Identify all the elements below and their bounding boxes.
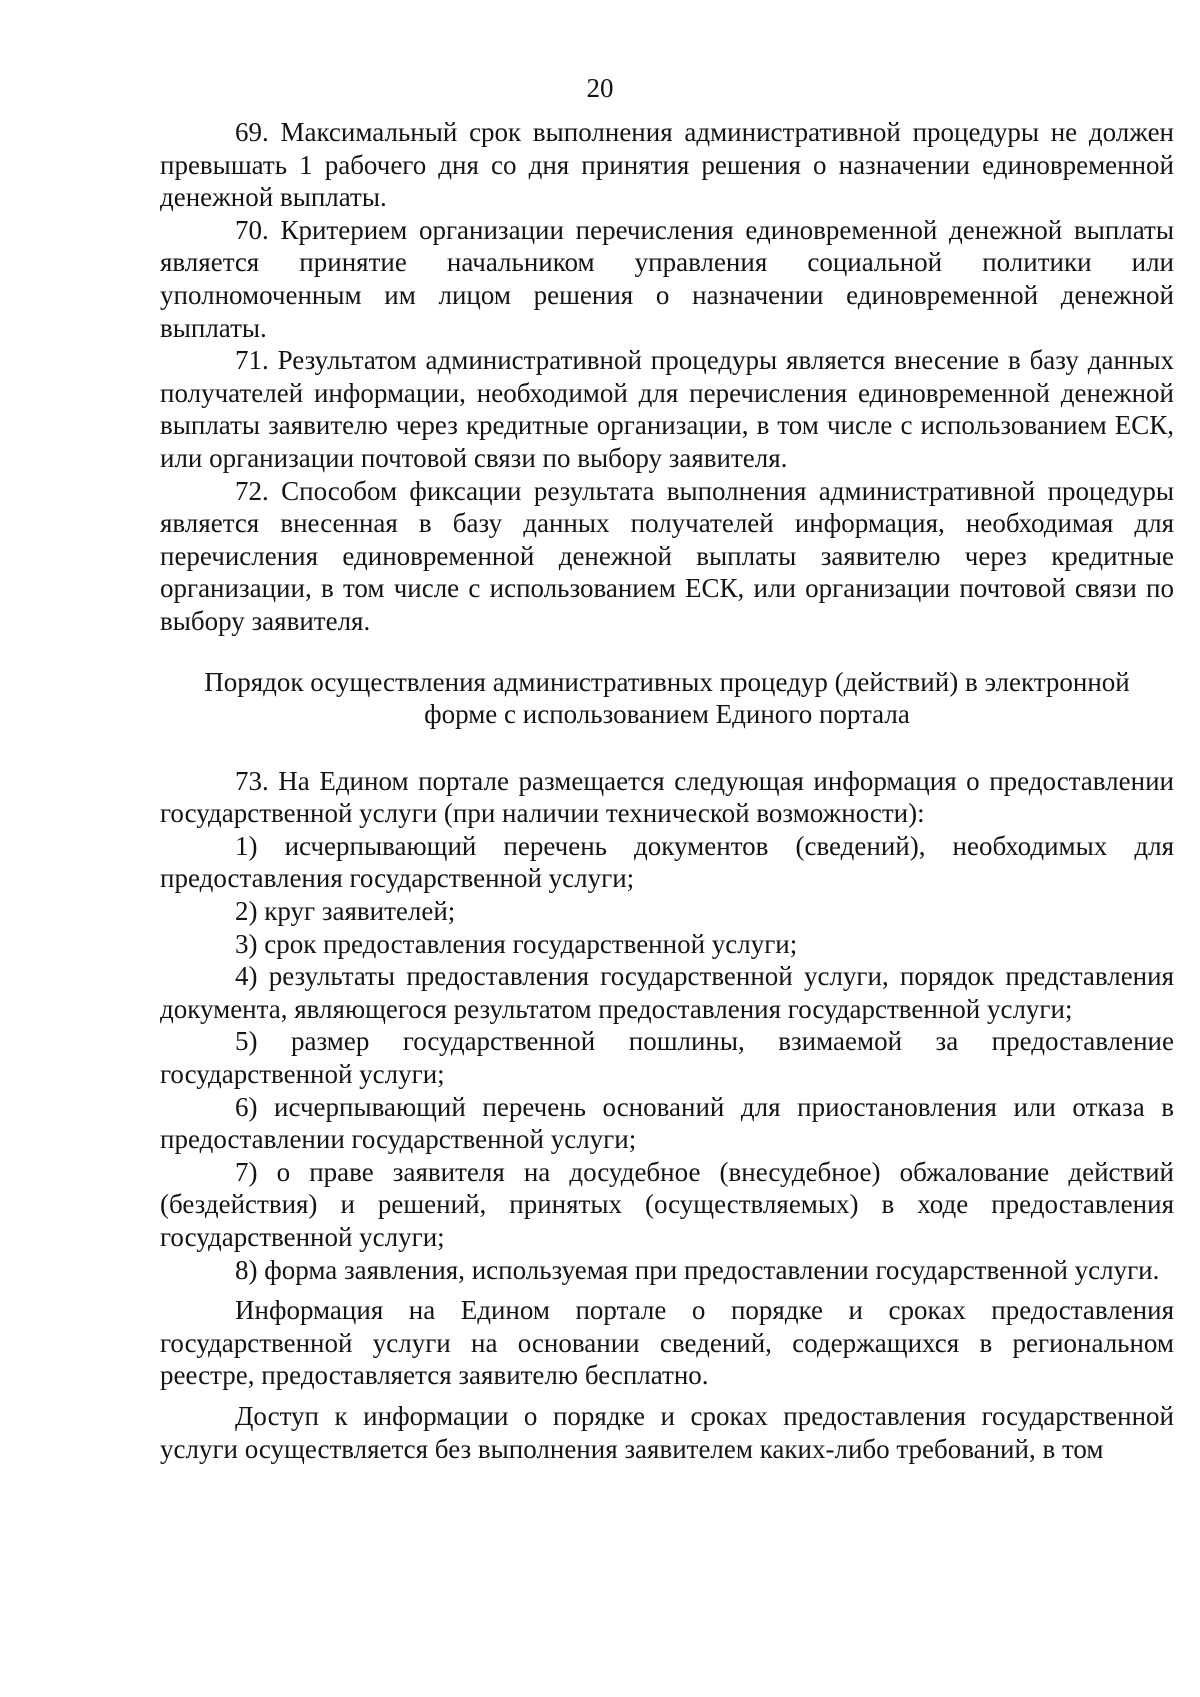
list-item-1: 1) исчерпывающий перечень документов (сведений), необходимых для предоставления государственной услуги; <box>160 830 1174 894</box>
paragraph-71: 71. Результатом административной процедуры является внесение в базу данных получателей информации, необходимой для перечисления единовременной денежной выплаты заявителю через кредитные организации, в том числе с использованием ЕСК, или организации почтовой связи по выбору заявителя. <box>160 345 1174 473</box>
paragraph-70: 70. Критерием организации перечисления единовременной денежной выплаты является принятие начальником управления социальной политики или уполномоченным им лицом решения о назначении единовременной денежной выплаты. <box>160 214 1174 343</box>
list-item-5: 5) размер государственной пошлины, взимаемой за предоставление государственной услуги; <box>160 1026 1174 1090</box>
paragraph-73: 73. На Едином портале размещается следующая информация о предоставлении государственной услуги (при наличии технической возможности): <box>160 765 1174 829</box>
list-item-7: 7) о праве заявителя на досудебное (внесудебное) обжалование действий (бездействия) и решений, принятых (осуществляемых) в ходе предоставления государственной услуги; <box>160 1156 1174 1252</box>
paragraph-spacer <box>160 1286 1174 1294</box>
list-item-6: 6) исчерпывающий перечень оснований для приостановления или отказа в предоставлении государственной услуги; <box>160 1091 1174 1155</box>
paragraph-72: 72. Способом фиксации результата выполнения административной процедуры является внесенная в базу данных получателей информация, необходимая для перечисления единовременной денежной выплаты заявителю через кредитные организации, в том числе с использованием ЕСК, или организации почтовой связи по выбору заявителя. <box>160 475 1174 636</box>
page-number: 20 <box>586 73 614 103</box>
section-heading <box>160 666 1174 731</box>
paragraph-spacer <box>160 1392 1174 1400</box>
document-body <box>160 116 1174 1465</box>
section-heading-line-2: форме с использованием Единого портала <box>424 699 910 730</box>
list-item-3: 3) срок предоставления государственной услуги; <box>235 928 798 959</box>
paragraph-access-info: Доступ к информации о порядке и сроках предоставления государственной услуги осуществляется без выполнения заявителем каких-либо требований, в том <box>160 1400 1174 1464</box>
list-item-8: 8) форма заявления, используемая при предоставлении государственной услуги. <box>235 1254 1160 1285</box>
paragraph-info-free: Информация на Едином портале о порядке и сроках предоставления государственной услуги на основании сведений, содержащихся в региональном реестре, предоставляется заявителю бесплатно. <box>160 1295 1174 1391</box>
paragraph-69: 69. Максимальный срок выполнения административной процедуры не должен превышать 1 рабочего дня со дня принятия решения о назначении единовременной денежной выплаты. <box>160 117 1174 213</box>
section-heading-line-1: Порядок осуществления административных процедур (действий) в электронной <box>204 666 1130 697</box>
list-item-4: 4) результаты предоставления государственной услуги, порядок представления документа, являющегося результатом предоставления государственной услуги; <box>160 961 1174 1024</box>
list-item-2: 2) круг заявителей; <box>235 896 456 927</box>
